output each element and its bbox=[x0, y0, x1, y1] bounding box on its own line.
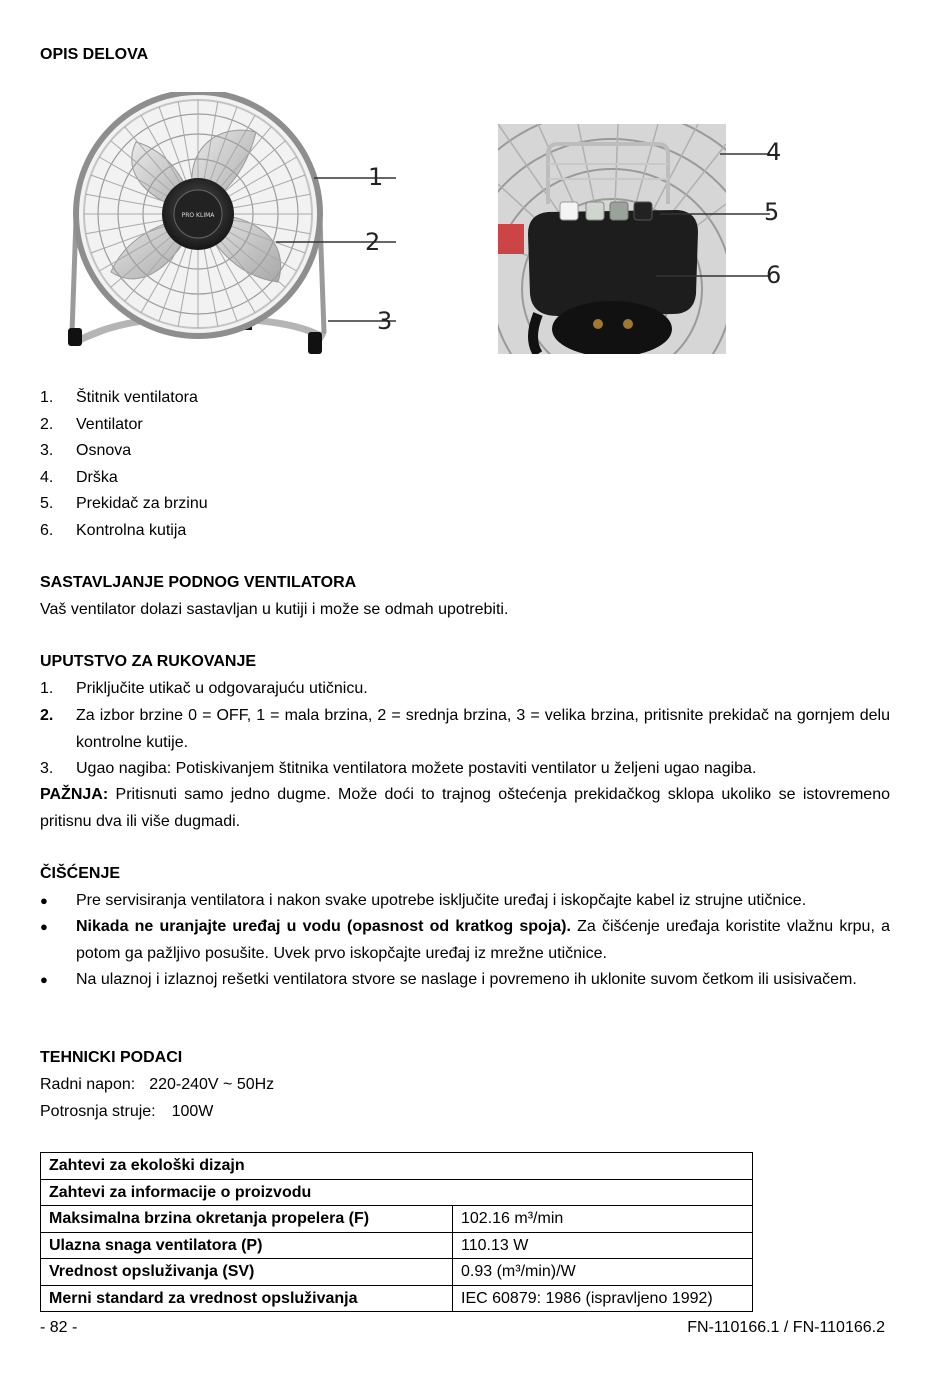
table-row bbox=[41, 1232, 753, 1259]
operation-step: 3. Ugao nagiba: Potiskivanjem štitnika ventilatora možete postaviti ventilator u željeni ugao nagiba. bbox=[40, 760, 757, 777]
control-box-leaders bbox=[640, 140, 770, 290]
assembly-heading: SASTAVLJANJE PODNOG VENTILATORA bbox=[40, 574, 357, 591]
operation-heading: UPUTSTVO ZA RUKOVANJE bbox=[40, 653, 257, 670]
assembly-text: Vaš ventilator dolazi sastavljan u kutiji i može se odmah upotrebiti. bbox=[40, 601, 509, 618]
warning-note bbox=[40, 782, 890, 835]
parts-list-item: 3. Osnova bbox=[40, 442, 132, 459]
table-cell: 0.93 (m³/min)/W bbox=[453, 1259, 753, 1286]
table-row bbox=[41, 1179, 753, 1206]
parts-list-item: 6. Kontrolna kutija bbox=[40, 522, 187, 539]
table-cell: 102.16 m³/min bbox=[453, 1206, 753, 1233]
bullet-icon: ● bbox=[40, 972, 48, 987]
callout-6: 6 bbox=[766, 261, 782, 289]
power-spec: Potrosnja struje: 100W bbox=[40, 1103, 214, 1120]
voltage-spec: Radni napon: 220-240V ~ 50Hz bbox=[40, 1076, 275, 1093]
table-row bbox=[41, 1285, 753, 1312]
table-cell: 110.13 W bbox=[453, 1232, 753, 1259]
model-number: FN-110166.1 / FN-110166.2 bbox=[687, 1319, 885, 1336]
page-number: - 82 - bbox=[40, 1319, 78, 1336]
table-cell: IEC 60879: 1986 (ispravljeno 1992) bbox=[453, 1285, 753, 1312]
operation-step: 2. Za izbor brzine 0 = OFF, 1 = mala brzina, 2 = srednja brzina, 3 = velika brzina, pritisnite prekidač na gornjem delu kontrolne kutije. bbox=[40, 707, 890, 751]
cleaning-item: ● Na ulaznoj i izlaznoj rešetki ventilatora stvore se naslage i povremeno ih uklonite suvom četkom ili usisivačem. bbox=[40, 967, 890, 1020]
cleaning-item: ● Pre servisiranja ventilatora i nakon svake upotrebe isključite uređaj i iskopčajte kabel iz strujne utičnice. bbox=[40, 888, 890, 915]
table-cell: Zahtevi za informacije o proizvodu bbox=[41, 1179, 753, 1206]
cleaning-item: ● Nikada ne uranjajte uređaj u vodu (opasnost od kratkog spoja). Za čišćenje uređaja koristite vlažnu krpu, a potom ga pažljivo posušite. Uvek prvo iskopčajte uređaj iz mrežne utičnice. bbox=[40, 914, 890, 967]
bullet-icon: ● bbox=[40, 893, 48, 908]
fan-front-figure bbox=[66, 92, 396, 360]
callout-2: 2 bbox=[365, 228, 381, 256]
section-title: OPIS DELOVA bbox=[40, 46, 149, 63]
operation-step: 1. Priključite utikač u odgovarajuću utičnicu. bbox=[40, 680, 368, 697]
warning-text: Pritisnuti samo jedno dugme. Može doći to trajnog oštećenja prekidačkog sklopa ukoliko se istovremeno pritisnu dva ili više dugmadi. bbox=[40, 786, 890, 830]
table-cell: Zahtevi za ekološki dizajn bbox=[41, 1153, 753, 1180]
warning-label: PAŽNJA: bbox=[40, 786, 109, 803]
callout-5: 5 bbox=[764, 198, 780, 226]
callout-1: 1 bbox=[368, 163, 384, 191]
table-row bbox=[41, 1259, 753, 1286]
ecodesign-table bbox=[40, 1152, 753, 1312]
table-row bbox=[41, 1153, 753, 1180]
fan-front-illustration bbox=[66, 92, 396, 360]
parts-list-item: 1. Štitnik ventilatora bbox=[40, 389, 198, 406]
table-cell: Vrednost opsluživanja (SV) bbox=[41, 1259, 453, 1286]
parts-list-item: 5. Prekidač za brzinu bbox=[40, 495, 208, 512]
callout-3: 3 bbox=[377, 307, 393, 335]
callout-4: 4 bbox=[766, 138, 782, 166]
parts-list-item: 2. Ventilator bbox=[40, 416, 143, 433]
cleaning-heading: ČIŠĆENJE bbox=[40, 865, 121, 882]
table-row bbox=[41, 1206, 753, 1233]
parts-list-item: 4. Drška bbox=[40, 469, 118, 486]
table-cell: Merni standard za vrednost opsluživanja bbox=[41, 1285, 453, 1312]
technical-heading: TEHNICKI PODACI bbox=[40, 1049, 183, 1066]
table-cell: Ulazna snaga ventilatora (P) bbox=[41, 1232, 453, 1259]
table-cell: Maksimalna brzina okretanja propelera (F) bbox=[41, 1206, 453, 1233]
bullet-icon: ● bbox=[40, 919, 48, 934]
fan-brand-label: PRO KLIMA bbox=[181, 212, 215, 219]
